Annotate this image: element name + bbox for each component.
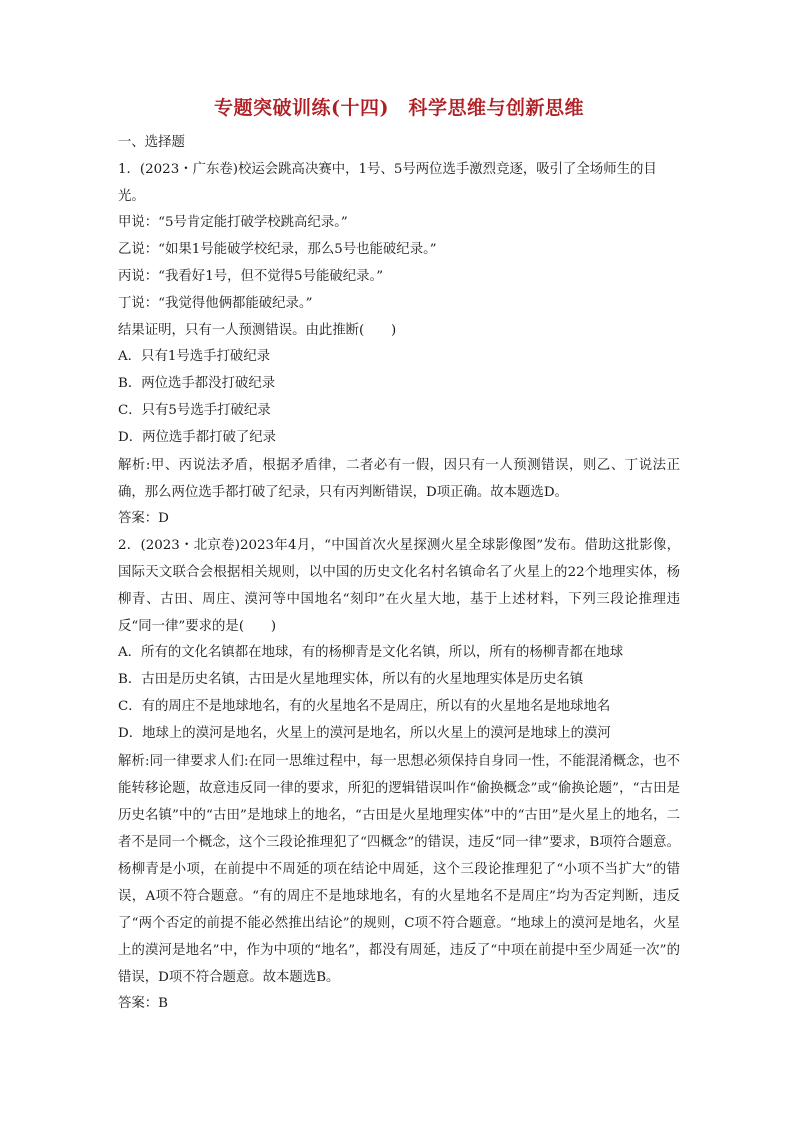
section-heading: 一、选择题 <box>118 135 185 150</box>
q1-option-d: D．两位选手都打破了纪录 <box>118 429 277 445</box>
question-1 <box>118 157 680 533</box>
q1-analysis: 解析:甲、丙说法矛盾，根据矛盾律，二者必有一假，因只有一人预测错误，则乙、丁说法正确，那么两位选手都打破了纪录，只有丙判断错误，D项正确。故本题选D。 <box>118 457 680 500</box>
q2-option-a: A．所有的文化名镇都在地球，有的杨柳青是文化名镇，所以，所有的杨柳青都在地球 <box>118 645 624 661</box>
q2-analysis: 解析:同一律要求人们:在同一思维过程中，每一思想必须保持自身同一性，不能混淆概念，也不能转移论题，故意违反同一律的要求，所犯的逻辑错误叫作“偷换概念”或“偷换论题”，“古田是历史名镇”中的“古田”是地球上的地名，“古田是火星地理实体”中的“古田”是火星上的地名，二者不是同一个概念，这个三段论推理犯了“四概念”的错误，违反“同一律”要求，B项符合题意。杨柳青是小项，在前提中不周延的项在结论中周延，这个三段论推理犯了“小项不当扩大”的错误，A项不符合题意。“有的周庄不是地球地名，有的火星地名不是周庄”均为否定判断，违反了“两个否定的前提不能必然推出结论”的规则，C项不符合题意。“地球上的漠河是地名，火星上的漠河是地名”中，作为中项的“地名”，都没有周延，违反了“中项在前提中至少周延一次”的错误，D项不符合题意。故本题选B。 <box>118 753 680 985</box>
q1-stem-line-2: 光。 <box>118 188 145 204</box>
q1-option-a: A．只有1号选手打破纪录 <box>118 349 271 365</box>
q1-statement-yi: 乙说：“如果1号能破学校纪录，那么5号也能破纪录。” <box>118 242 437 258</box>
q2-stem: 2．(2023・北京卷)2023年4月，“中国首次火星探测火星全球影像图”发布。借助这批影像，国际天文联合会根据相关规则，以中国的历史文化名村名镇命名了火星上的22个地理实体，杨柳青、古田、周庄、漠河等中国地名“刻印”在火星大地，基于上述材料，下列三段论推理违反“同一律”要求的是( ) <box>118 538 680 635</box>
q1-statement-bing: 丙说：“我看好1号，但不觉得5号能破纪录。” <box>118 268 384 284</box>
q2-option-d: D．地球上的漠河是地名，火星上的漠河是地名，所以火星上的漠河是地球上的漠河 <box>118 725 611 741</box>
q2-answer: 答案：B <box>118 995 169 1011</box>
q2-option-c: C．有的周庄不是地球地名，有的火星地名不是周庄，所以有的火星地名是地球地名 <box>118 698 611 714</box>
q1-option-b: B．两位选手都没打破纪录 <box>118 376 276 392</box>
document-page <box>118 96 680 1017</box>
q1-statement-jia: 甲说：“5号肯定能打破学校跳高纪录。” <box>118 215 348 231</box>
q1-question: 结果证明，只有一人预测错误。由此推断( ) <box>118 322 397 338</box>
q2-option-b: B．古田是历史名镇，古田是火星地理实体，所以有的火星地理实体是历史名镇 <box>118 672 584 688</box>
q1-stem-line-1: 1．(2023・广东卷)校运会跳高决赛中，1号、5号两位选手激烈竞逐，吸引了全场师生的目 <box>118 161 657 177</box>
q1-option-c: C．只有5号选手打破纪录 <box>118 402 271 418</box>
q1-statement-ding: 丁说：“我觉得他俩都能破纪录。” <box>118 295 313 311</box>
q1-answer: 答案：D <box>118 510 169 526</box>
question-2 <box>118 532 680 1017</box>
page-title: 专题突破训练(十四) 科学思维与创新思维 <box>214 97 584 119</box>
